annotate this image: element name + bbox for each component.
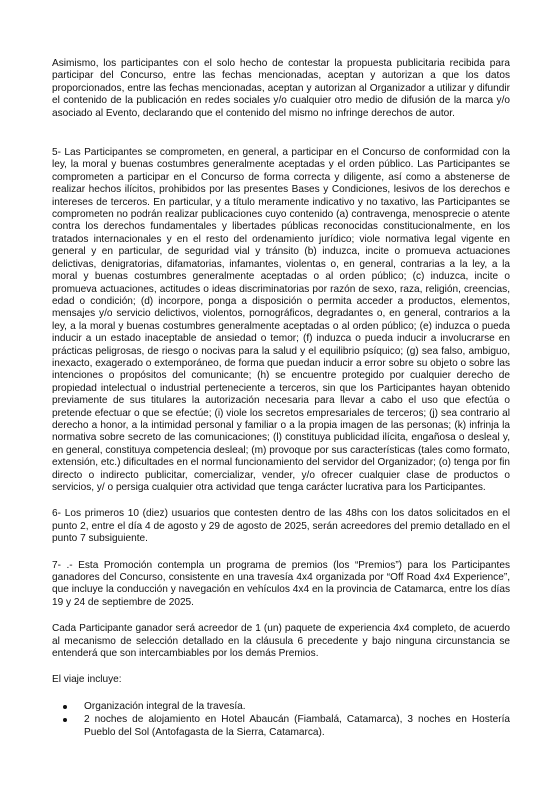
paragraph-clause-7: 7- .- Esta Promoción contempla un programa de premios (los “Premios”) para los Participantes ganadores del Concurso, consistente en una travesía 4x4 organizada por “Off Road 4x4 Experience”, que incluye la conducción y navegación en vehículos 4x4 en la provincia de Catamarca, entre los días 19 y 24 de septiembre de 2025.: [52, 559, 510, 608]
paragraph-clause-6: 6- Los primeros 10 (diez) usuarios que contesten dentro de las 48hs con los datos solicitados en el punto 2, entre el día 4 de agosto y 29 de agosto de 2025, serán acreedores del premio detallado en el punto 7 subsiguiente.: [52, 508, 510, 545]
paragraph-rights-consent: Asimismo, los participantes con el solo hecho de contestar la propuesta publicitaria recibida para participar del Concurso, entre las fechas mencionadas, aceptan y autorizan a que los datos proporcionados, entre las fechas mencionadas, aceptan y autorizan al Organizador a utilizar y difundir el contenido de la publicación en redes sociales y/o cualquier otro medio de difusión de la marca y/o asociado al Evento, declarando que el contenido del mismo no infringe derechos de autor.: [52, 58, 510, 119]
paragraph-trip-includes-heading: El viaje incluye:: [52, 674, 122, 686]
paragraph-winner-package: Cada Participante ganador será acreedor de 1 (un) paquete de experiencia 4x4 completo, de acuerdo al mecanismo de selección detallado en la cláusula 6 precedente y bajo ninguna circunstancia se entenderá que son intercambiables por los demás Premios.: [52, 623, 510, 660]
bullet-icon: [63, 705, 67, 709]
list-item: [52, 701, 510, 713]
trip-includes-list: [52, 701, 510, 739]
bullet-icon: [63, 718, 67, 722]
list-item-text: Organización integral de la travesía.: [84, 700, 246, 712]
document-page: [52, 58, 510, 740]
list-item: [52, 714, 510, 739]
paragraph-clause-5: 5- Las Participantes se comprometen, en general, a participar en el Concurso de conformidad con la ley, la moral y buenas costumbres generalmente aceptadas y el orden público. Las Participantes se comprometen a participar en el Concurso de forma correcta y diligente, así como a abstenerse de realizar hechos ilícitos, prohibidos por las presentes Bases y Condiciones, lesivos de los derechos e intereses de terceros. En particular, y a título meramente indicativo y no taxativo, las Participantes se comprometen no podrán realizar publicaciones cuyo contenido (a) contravenga, menosprecie o atente contra los derechos fundamentales y libertades públicas reconocidas constitucionalmente, en los tratados internacionales y en el resto del ordenamiento jurídico; viole normativa legal vigente en general y en particular, de seguridad vial y tránsito (b) induzca, incite o promueva actuaciones delictivas, denigratorias, difamatorias, infamantes, violentas o, en general, contrarias a la ley, a la moral y buenas costumbres generalmente aceptadas o al orden público; (c) induzca, incite o promueva actuaciones, actitudes o ideas discriminatorias por razón de sexo, raza, religión, creencias, edad o condición; (d) incorpore, ponga a disposición o permita acceder a productos, elementos, mensajes y/o servicio delictivos, violentos, pornográficos, degradantes o, en general, contrarios a la ley, a la moral y buenas costumbres generalmente aceptadas o al orden público; (e) induzca o pueda inducir a un estado inaceptable de ansiedad o temor; (f) induzca o pueda inducir a involucrarse en prácticas peligrosas, de riesgo o nocivas para la salud y el equilibrio psíquico; (g) sea falso, ambiguo, inexacto, exagerado o extemporáneo, de forma que puedan inducir a error sobre su objeto o sobre las intenciones o propósitos del comunicante; (h) se encuentre protegido por cualquier derecho de propiedad intelectual o industrial perteneciente a terceros, sin que los Participantes hayan obtenido previamente de sus titulares la autorización necesaria para llevar a cabo el uso que efectúa o pretende efectuar o que se efectúe; (i) viole los secretos empresariales de terceros; (j) sea contrario al derecho a honor, a la intimidad personal y familiar o a la propia imagen de las personas; (k) infrinja la normativa sobre secreto de las comunicaciones; (l) constituya publicidad ilícita, engañosa o desleal y, en general, constituya competencia desleal; (m) provoque por sus características (tales como formato, extensión, etc.) dificultades en el normal funcionamiento del servidor del Organizador; (o) tenga por fin directo o indirecto publicitar, comercializar, vender, y/o ofrecer cualquier clase de productos o servicios, y/ o persiga cualquier otra actividad que tenga carácter lucrativa para los Participantes.: [52, 147, 510, 493]
list-item-text: 2 noches de alojamiento en Hotel Abaucán (Fiambalá, Catamarca), 3 noches en Hostería Pueblo del Sol (Antofagasta de la Sierra, Catamarca).: [84, 714, 510, 738]
